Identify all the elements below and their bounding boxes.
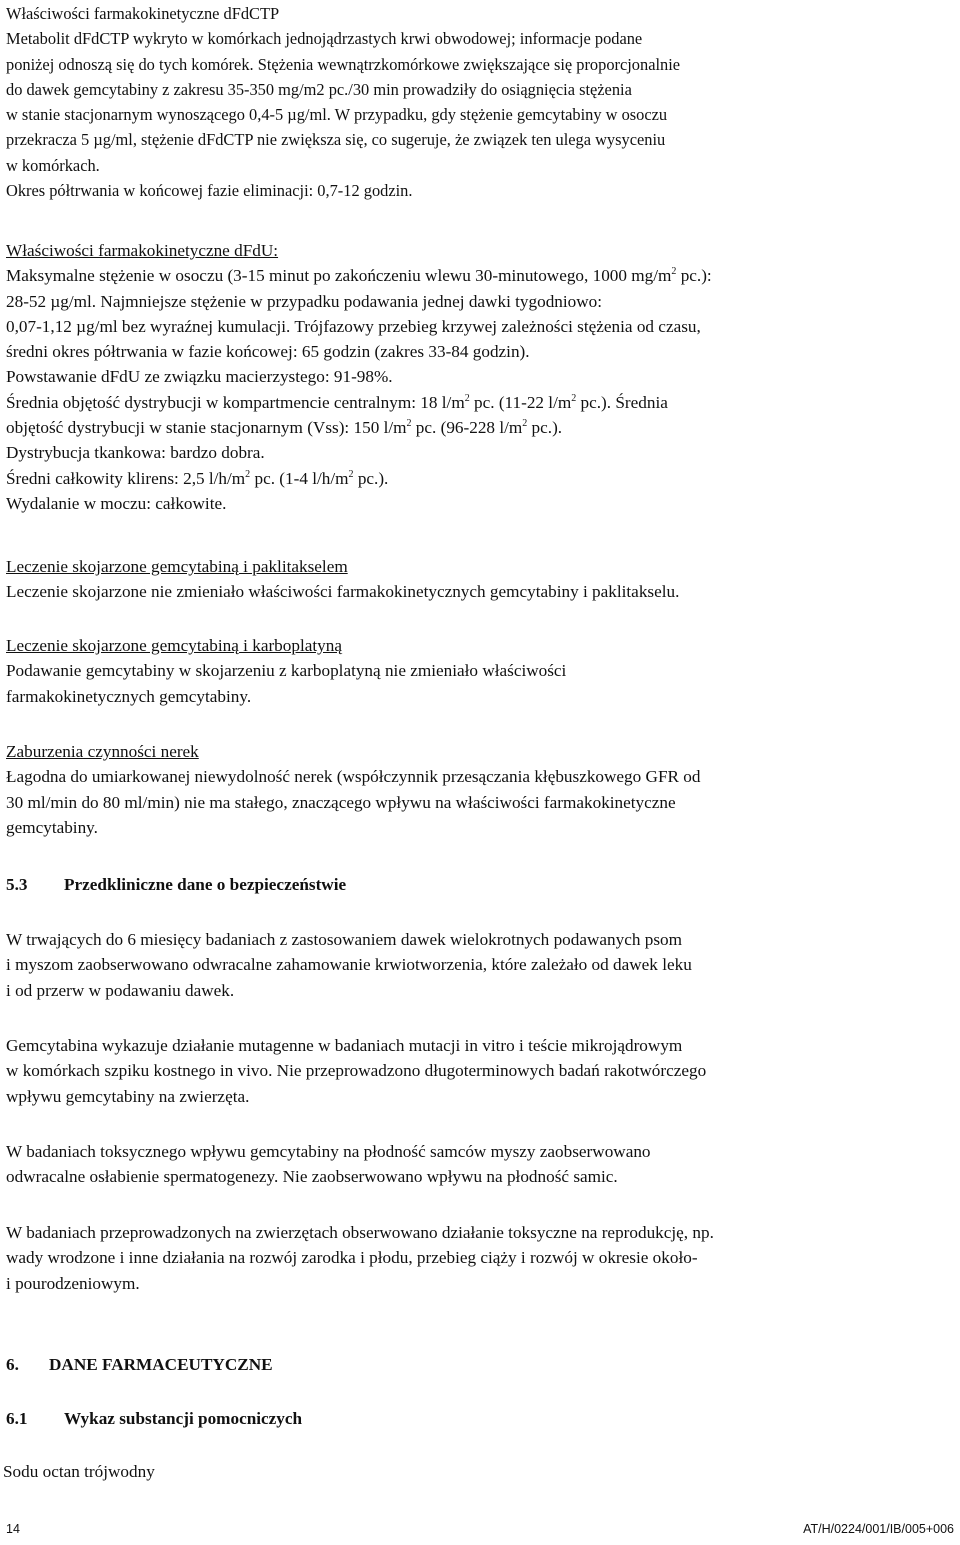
- paclitaxel-text: Leczenie skojarzone nie zmieniało właściwości farmakokinetycznych gemcytabiny i paklitakselu.: [6, 582, 680, 602]
- carboplatin-line: Podawanie gemcytabiny w skojarzeniu z karboplatyną nie zmieniało właściwości: [6, 661, 567, 681]
- dfdu-line: Dystrybucja tkankowa: bardzo dobra.: [6, 443, 265, 463]
- renal-line: 30 ml/min do 80 ml/min) nie ma stałego, znaczącego wpływu na właściwości farmakokinetyczne: [6, 792, 676, 812]
- dfdu-heading: Właściwości farmakokinetyczne dFdU:: [6, 241, 279, 260]
- carboplatin-line: farmakokinetycznych gemcytabiny.: [6, 686, 252, 706]
- paclitaxel-heading: Leczenie skojarzone gemcytabiną i paklitakselem: [6, 557, 348, 576]
- dfdctp-line: poniżej odnoszą się do tych komórek. Stężenia wewnątrzkomórkowe zwiększające się proporcjonalnie: [6, 54, 681, 74]
- dfdu-line: Maksymalne stężenie w osoczu (3-15 minut po zakończeniu wlewu 30-minutowego, 1000 $mg/m^2$ pc.):: [6, 266, 712, 286]
- dfdctp-line: Okres półtrwania w końcowej fazie eliminacji: 0,7-12 godzin.: [6, 181, 413, 201]
- dfdctp-line: przekracza 5 µg/ml, stężenie dFdCTP nie zwiększa się, co sugeruje, że związek ten ulega wysyceniu: [6, 130, 666, 150]
- section-5-3-paragraph: W badaniach przeprowadzonych na zwierzętach obserwowano działanie toksyczne na reprodukcję, np. wady wrodzone i inne działania na rozwój zarodka i płodu, przebieg ciąży i rozwój w okresie około- i pourodzeniowym.: [6, 1223, 714, 1293]
- dfdctp-section: [6, 1, 956, 203]
- dfdu-line: Średni całkowity klirens: 2,5 $l/h/m^2$ pc. (1-4 $l/h/m^2$ pc.).: [6, 468, 389, 488]
- carboplatin-section: [6, 633, 956, 709]
- dfdu-line: Średnia objętość dystrybucji w kompartmencie centralnym: 18 $l/m^2$ pc. (11-22 $l/m^2$ pc.). Średnia: [6, 392, 668, 412]
- dfdu-line: 28-52 µg/ml. Najmniejsze stężenie w przypadku podawania jednej dawki tygodniowo:: [6, 291, 603, 311]
- dfdu-line: objętość dystrybucji w stanie stacjonarnym (Vss): 150 $l/m^2$ pc. (96-228 $l/m^2$ pc.).: [6, 418, 563, 438]
- section-6-1-heading: [6, 1406, 956, 1431]
- dfdu-section: [6, 238, 956, 516]
- excipient-text: Sodu octan trójwodny: [3, 1462, 155, 1481]
- section-5-3-heading: [6, 872, 956, 897]
- section-5-3-paragraph: W trwających do 6 miesięcy badaniach z zastosowaniem dawek wielokrotnych podawanych psom i myszom zaobserwowano odwracalne zahamowanie krwiotworzenia, które zależało od dawek leku i od przerw w podawaniu dawek.: [6, 930, 692, 1000]
- section-5-3-paragraph: W badaniach toksycznego wpływu gemcytabiny na płodność samców myszy zaobserwowano odwracalne osłabienie spermatogenezy. Nie zaobserwowano wpływu na płodność samic.: [6, 1142, 651, 1187]
- dfdctp-line: do dawek gemcytabiny z zakresu 35-350 mg/m2 pc./30 min prowadziły do osiągnięcia stężenia: [6, 79, 632, 99]
- section-6-heading: [6, 1352, 956, 1377]
- dfdctp-line: w stanie stacjonarnym wynoszącego 0,4-5 µg/ml. W przypadku, gdy stężenie gemcytabiny w osoczu: [6, 105, 668, 125]
- section-5-3-paragraph: Gemcytabina wykazuje działanie mutagenne w badaniach mutacji in vitro i teście mikrojądrowym w komórkach szpiku kostnego in vivo. Nie przeprowadzono długoterminowych badań rakotwórczego wpływu gemcytabiny na zwierzęta.: [6, 1036, 707, 1106]
- dfdu-line: 0,07-1,12 µg/ml bez wyraźnej kumulacji. Trójfazowy przebieg krzywej zależności stężenia od czasu,: [6, 316, 701, 336]
- renal-section: [6, 739, 956, 840]
- section-title: Wykaz substancji pomocniczych: [64, 1409, 303, 1428]
- dfdctp-line: w komórkach.: [6, 155, 100, 175]
- dfdu-line: średni okres półtrwania w fazie końcowej: 65 godzin (zakres 33-84 godzin).: [6, 342, 530, 362]
- document-code: AT/H/0224/001/IB/005+006: [803, 1522, 954, 1536]
- renal-heading: Zaburzenia czynności nerek: [6, 742, 199, 761]
- renal-line: gemcytabiny.: [6, 817, 98, 837]
- dfdctp-line: Metabolit dFdCTP wykryto w komórkach jednojądrzastych krwi obwodowej; informacje podane: [6, 29, 643, 49]
- dfdctp-heading: Właściwości farmakokinetyczne dFdCTP: [6, 4, 280, 23]
- section-title: DANE FARMACEUTYCZNE: [49, 1355, 273, 1374]
- section-title: Przedkliniczne dane o bezpieczeństwie: [64, 875, 347, 894]
- renal-line: Łagodna do umiarkowanej niewydolność nerek (współczynnik przesączania kłębuszkowego GFR od: [6, 767, 701, 787]
- section-number: 6.: [6, 1355, 19, 1374]
- carboplatin-heading: Leczenie skojarzone gemcytabiną i karboplatyną: [6, 636, 342, 655]
- section-number: 5.3: [6, 875, 28, 894]
- page-number: 14: [6, 1522, 20, 1536]
- section-number: 6.1: [6, 1409, 28, 1428]
- dfdu-line: Wydalanie w moczu: całkowite.: [6, 493, 227, 513]
- dfdu-line: Powstawanie dFdU ze związku macierzystego: 91-98%.: [6, 367, 393, 387]
- paclitaxel-section: [6, 554, 956, 605]
